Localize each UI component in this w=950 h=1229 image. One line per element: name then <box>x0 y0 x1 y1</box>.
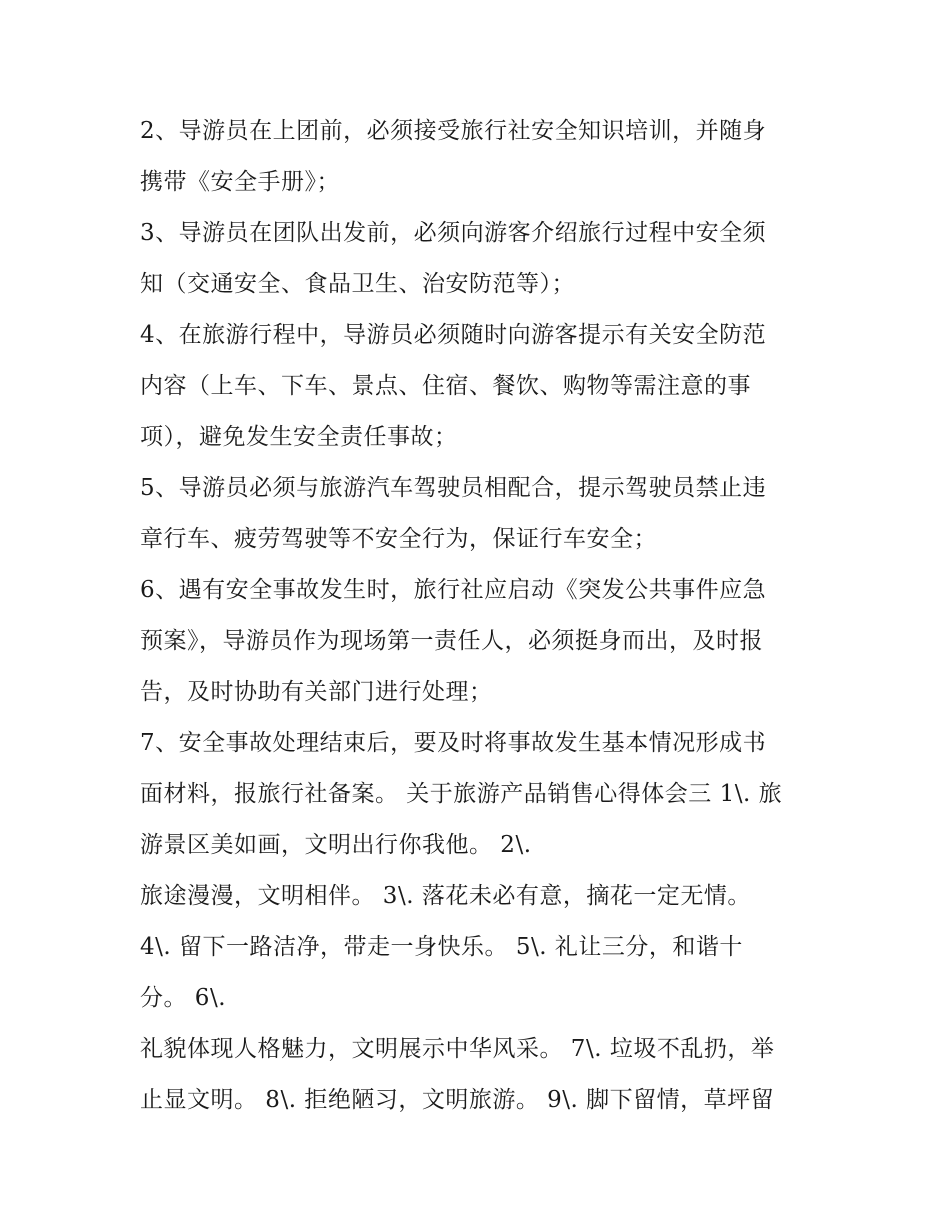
text-line: 内容（上车、下车、景点、住宿、餐饮、购物等需注意的事 <box>140 373 751 399</box>
text-line: 告，及时协助有关部门进行处理； <box>140 679 493 705</box>
text-line: 分。 6\. <box>140 985 227 1011</box>
text-line: 面材料，报旅行社备案。 关于旅游产品销售心得体会三 1\. 旅 <box>140 781 783 807</box>
text-line: 6、遇有安全事故发生时，旅行社应启动《突发公共事件应急 <box>140 577 767 603</box>
text-line: 3、导游员在团队出发前，必须向游客介绍旅行过程中安全须 <box>140 220 767 246</box>
text-line: 旅途漫漫，文明相伴。 3\. 落花未必有意，摘花一定无情。 <box>140 883 751 909</box>
text-line: 游景区美如画，文明出行你我他。 2\. <box>140 832 532 858</box>
text-line: 章行车、疲劳驾驶等不安全行为，保证行车安全； <box>140 526 657 552</box>
text-line: 预案》，导游员作为现场第一责任人，必须挺身而出，及时报 <box>140 628 763 654</box>
document-body <box>140 106 820 1126</box>
text-line: 携带《安全手册》； <box>140 169 340 195</box>
text-line: 2、导游员在上团前，必须接受旅行社安全知识培训，并随身 <box>140 118 767 144</box>
text-line: 4、在旅游行程中，导游员必须随时向游客提示有关安全防范 <box>140 322 767 348</box>
text-line: 7、安全事故处理结束后，要及时将事故发生基本情况形成书 <box>140 730 767 756</box>
text-line: 项），避免发生安全责任事故； <box>140 424 458 450</box>
text-line: 知（交通安全、食品卫生、治安防范等）； <box>140 271 575 297</box>
text-line: 5、导游员必须与旅游汽车驾驶员相配合，提示驾驶员禁止违 <box>140 475 767 501</box>
text-line: 礼貌体现人格魅力，文明展示中华风采。 7\. 垃圾不乱扔，举 <box>140 1036 775 1062</box>
text-line: 4\. 留下一路洁净，带走一身快乐。 5\. 礼让三分，和谐十 <box>140 934 743 960</box>
text-line: 止显文明。 8\. 拒绝陋习，文明旅游。 9\. 脚下留情，草坪留 <box>140 1087 775 1113</box>
